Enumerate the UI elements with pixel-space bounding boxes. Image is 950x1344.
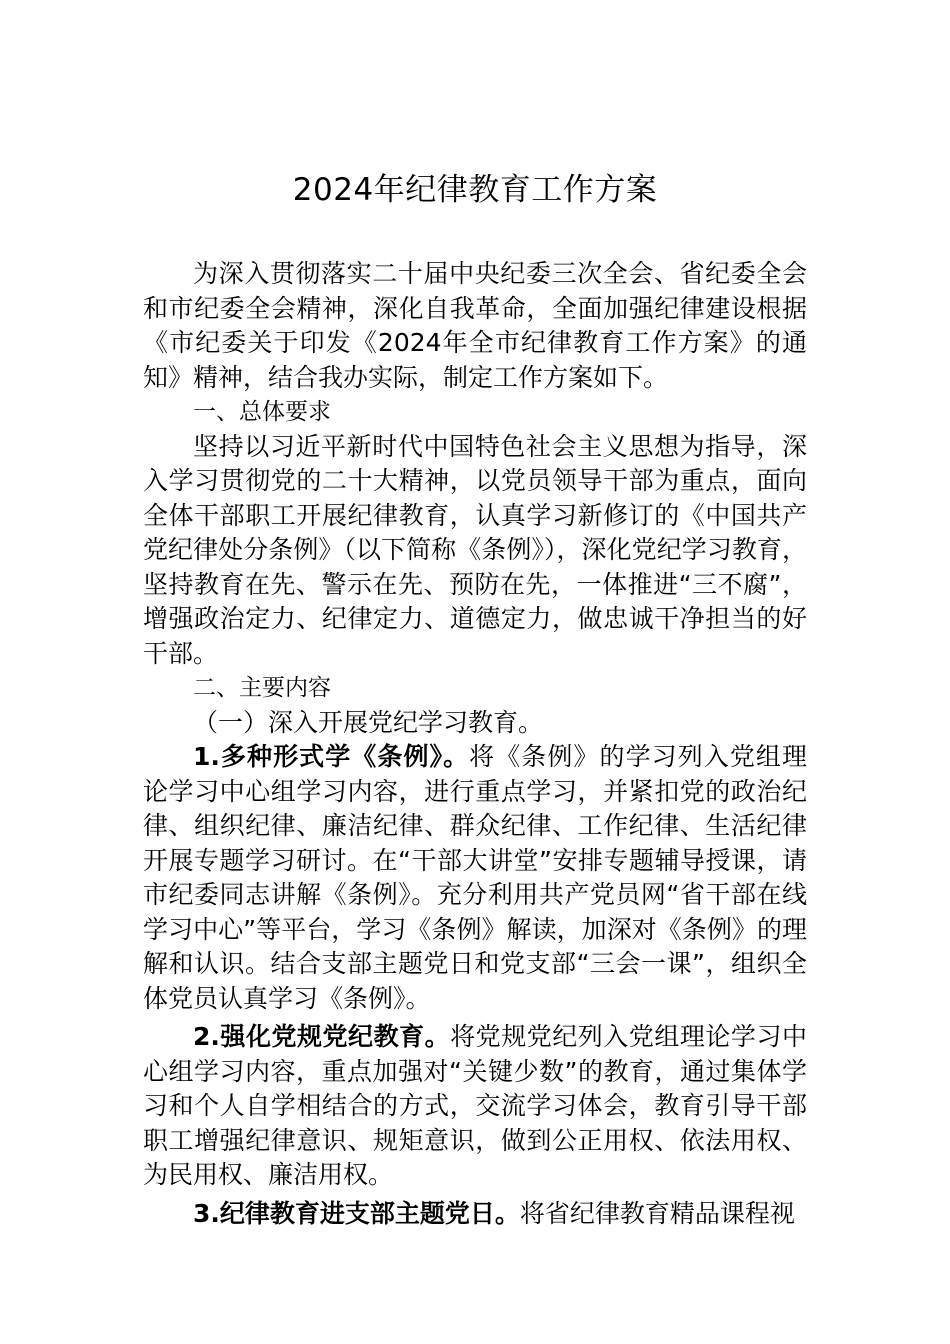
item-paragraph-2 xyxy=(143,1020,807,1193)
document-body xyxy=(143,257,807,1231)
item-text-1: 将《条例》的学习列入党组理论学习中心组学习内容，进行重点学习，并紧扣党的政治纪律、组织纪律、廉洁纪律、群众纪律、工作纪律、生活纪律开展专题学习研讨。在“干部大讲堂”安排专题辅导授课，请市纪委同志讲解《条例》。充分利用共产党员网“省干部在线学习中心”等平台，学习《条例》解读，加深对《条例》的理解和认识。结合支部主题党日和党支部“三会一课”，组织全体党员认真学习《条例》。 xyxy=(143,742,807,1013)
item-paragraph-3 xyxy=(143,1197,807,1232)
item-paragraph-1 xyxy=(143,740,807,1016)
section-heading-main-content: 二、主要内容 xyxy=(193,675,331,701)
subsection-heading-party-discipline-study: （一）深入开展党纪学习教育。 xyxy=(193,707,544,737)
item-label-1: 1.多种形式学《条例》。 xyxy=(193,742,470,771)
item-text-2: 将党规党纪列入党组理论学习中心组学习内容，重点加强对“关键少数”的教育，通过集体学习和个人自学相结合的方式，交流学习体会，教育引导干部职工增强纪律意识、规矩意识，做到公正用权、依法用权、为民用权、廉洁用权。 xyxy=(143,1022,807,1189)
section-heading-general-requirements: 一、总体要求 xyxy=(193,399,331,425)
document-title: 2024年纪律教育工作方案 xyxy=(292,172,658,208)
intro-paragraph: 为深入贯彻落实二十届中央纪委三次全会、省纪委全会和市纪委全会精神，深化自我革命，全面加强纪律建设根据《市纪委关于印发《2024年全市纪律教育工作方案》的通知》精神，结合我办实际，制定工作方案如下。 xyxy=(143,259,807,392)
item-text-3: 将省纪律教育精品课程视 xyxy=(519,1198,795,1228)
item-label-3: 3.纪律教育进支部主题党日。 xyxy=(193,1198,520,1228)
item-label-2: 2.强化党规党纪教育。 xyxy=(193,1022,451,1051)
general-requirements-paragraph: 坚持以习近平新时代中国特色社会主义思想为指导，深入学习贯彻党的二十大精神，以党员领导干部为重点，面向全体干部职工开展纪律教育，认真学习新修订的《中国共产党纪律处分条例》（以下简称《条例》），深化党纪学习教育，坚持教育在先、警示在先、预防在先，一体推进“三不腐”，增强政治定力、纪律定力、道德定力，做忠诚干净担当的好干部。 xyxy=(143,431,807,668)
